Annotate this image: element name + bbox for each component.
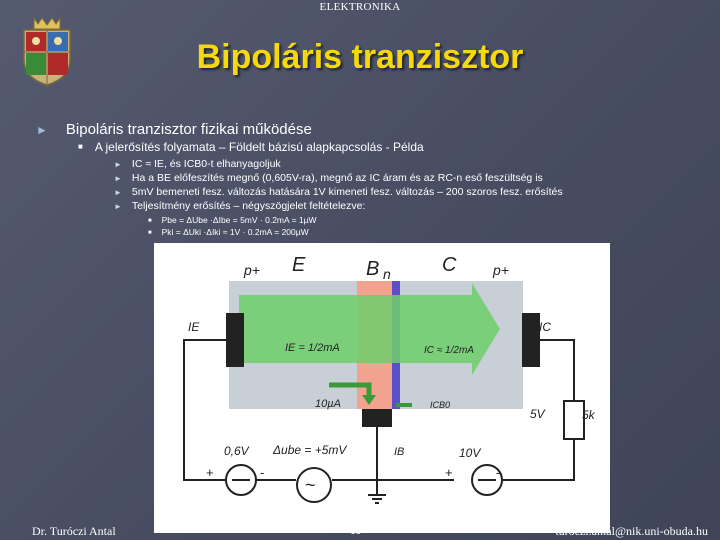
- header-label: ELEKTRONIKA: [319, 1, 401, 13]
- p-right-label: p+: [493, 262, 509, 278]
- bullet-level3-item: ► IC ≈ IE, és ICB0-t elhanyagoljuk: [114, 158, 281, 170]
- minus-right-label: -: [496, 465, 501, 480]
- transistor-circuit-diagram: [154, 243, 610, 533]
- bullet-triangle-icon: ►: [36, 123, 48, 137]
- bullet-level2: ■ A jelerősítés folyamata – Földelt bázisú alapkapcsolás - Példa: [78, 140, 424, 154]
- bullet-level1: ► Bipoláris tranzisztor fizikai működése: [36, 121, 312, 138]
- emitter-label: E: [292, 254, 306, 276]
- input-change-label: Δube = +5mV: [273, 443, 347, 457]
- ie-label: IE: [188, 320, 200, 334]
- bullet-level3-item: ► Ha a BE előfeszítés megnő (0,605V-ra), megnő az IC áram és az RC-n eső feszültség is: [114, 172, 543, 184]
- footer-email: turoczi.antal@nik.uni-obuda.hu: [555, 524, 708, 538]
- ac-tilde-label: ~: [305, 475, 316, 495]
- ib-label: IB: [394, 446, 405, 458]
- collector-label: C: [442, 254, 457, 276]
- resistor-voltage-label: 5V: [530, 407, 545, 421]
- ground-icon: [368, 480, 386, 503]
- emitter-contact: [226, 313, 244, 367]
- bullet-level4-item: ■ Pki = ΔUki ·ΔIki ≈ 1V · 0.2mA = 200µW: [148, 227, 309, 237]
- emitter-source-voltage-label: 0,6V: [224, 444, 249, 458]
- bullet-triangle-icon: ►: [114, 188, 122, 197]
- ie-value-label: IE = 1/2mA: [285, 342, 340, 354]
- base-contact: [362, 409, 392, 427]
- footer-author: Dr. Turóczi Antal: [32, 524, 116, 538]
- bullet-level3-item: ► 5mV bemeneti fesz. változás hatására 1V kimeneti fesz. változás – 200 szoros fesz. erősítés: [114, 186, 563, 198]
- minus-left-label: -: [260, 465, 265, 480]
- slide-title: Bipoláris tranzisztor: [196, 38, 524, 76]
- icb0-label: ICB0: [430, 400, 451, 410]
- current-flow-arrow: [239, 283, 500, 375]
- bullet-triangle-icon: ►: [114, 202, 122, 211]
- bullet-triangle-icon: ►: [114, 174, 122, 183]
- collector-resistor: [564, 401, 584, 439]
- bullet-level3-item: ► Teljesítmény erősítés – négyszögjelet feltételezve:: [114, 200, 366, 212]
- ic-label: IC: [539, 320, 551, 334]
- base-current-label: 10µA: [315, 398, 341, 410]
- resistor-value-label: 5k: [582, 408, 595, 422]
- bullet-level4-item: ■ Pbe = ΔUbe ·ΔIbe = 5mV · 0.2mA = 1µW: [148, 215, 317, 225]
- bullet-triangle-icon: ►: [114, 160, 122, 169]
- plus-left-label: +: [206, 465, 214, 480]
- ic-value-label: IC ≈ 1/2mA: [424, 345, 474, 356]
- bullet-square-icon: ■: [78, 142, 83, 151]
- bullet-square-icon: ■: [148, 218, 152, 224]
- collector-source-voltage-label: 10V: [459, 446, 481, 460]
- collector-contact: [522, 313, 540, 367]
- page-number: 68: [350, 526, 362, 537]
- p-left-label: p+: [244, 262, 260, 278]
- plus-right-label: +: [445, 465, 453, 480]
- base-label: B: [366, 258, 380, 280]
- n-label: n: [383, 266, 391, 282]
- bullet-square-icon: ■: [148, 230, 152, 236]
